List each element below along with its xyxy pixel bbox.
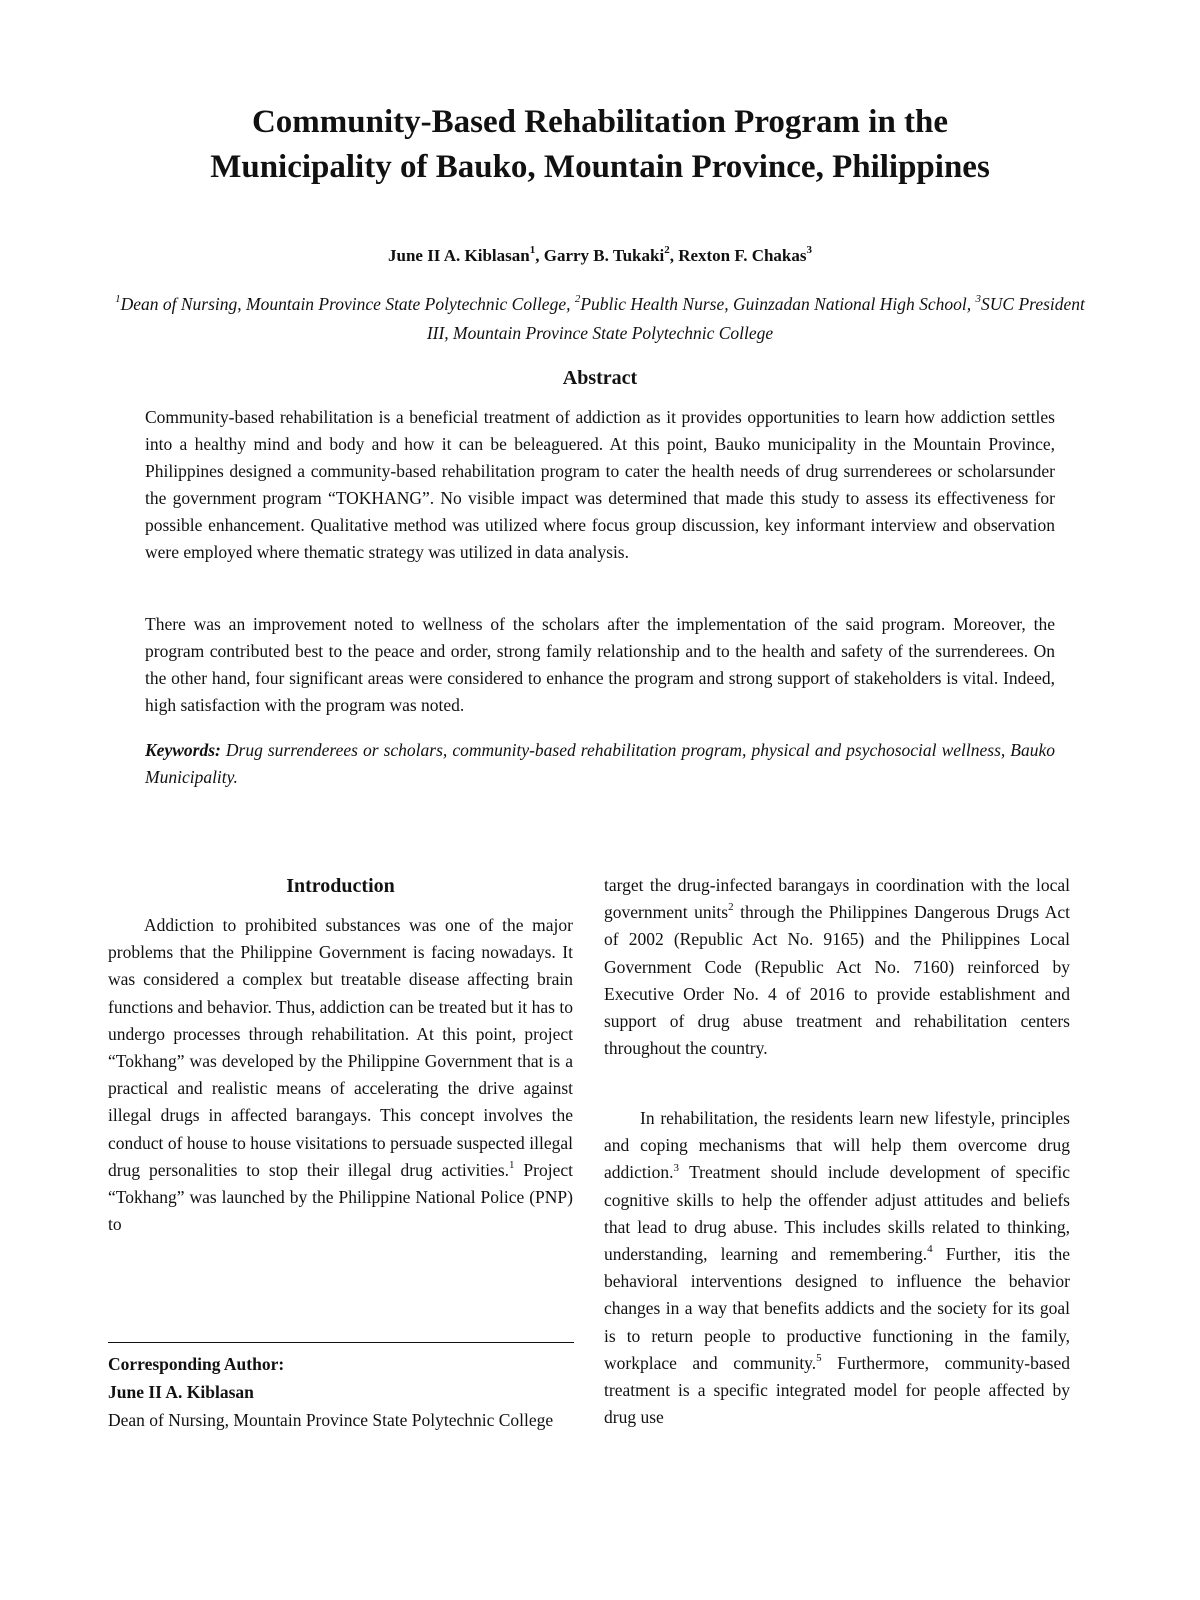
paper-title <box>100 100 1100 190</box>
author-sep-2: , <box>669 246 679 265</box>
intro-p1-text-a: Addiction to prohibited substances was one of the major problems that the Philippine Government is facing nowadays. It was considered a complex but treatable disease affecting brain functions and behavior. Thus, addiction can be treated but it has to undergo processes through rehabilitation. At this point, project “Tokhang” was developed by the Philippine Government that is a practical and realistic means of accelerating the drive against illegal drugs in affected barangays. This concept involves the conduct of house to house visitations to persuade suspected illegal drug personalities to stop their illegal drug activities. <box>108 915 573 1180</box>
author-2: Garry B. Tukaki <box>543 246 665 265</box>
author-list <box>100 245 1100 267</box>
col2-p1-text-b: through the Philippines Dangerous Drugs Act of 2002 (Republic Act No. 9165) and the Philippines Local Government Code (Republic Act No. 7160) reinforced by Executive Order No. 4 of 2016 to provide establishment and support of drug abuse treatment and rehabilitation centers throughout the country. <box>604 902 1070 1059</box>
corresponding-name: June II A. Kiblasan <box>108 1382 254 1402</box>
affil-1: Dean of Nursing, Mountain Province State Polytechnic College, <box>120 294 575 314</box>
affil-sup-2: 2 <box>574 293 581 306</box>
intro-paragraph-1-continued <box>604 872 1070 1062</box>
citation-1: 1 <box>509 1159 515 1171</box>
col2-p1-text-a: target the drug-infected barangays in coordination with the local government units <box>604 875 1070 923</box>
col2-p2-text-a: In rehabilitation, the residents learn new lifestyle, principles and coping mechanisms that will help them overcome drug addiction. <box>604 1108 1070 1183</box>
citation-5: 5 <box>816 1352 822 1364</box>
keywords-text: Drug surrenderees or scholars, community-based rehabilitation program, physical and psychosocial wellness, Bauko Municipality. <box>145 740 1055 787</box>
introduction-heading: Introduction <box>286 875 395 897</box>
keywords-label: Keywords: <box>145 740 221 760</box>
author-2-sup: 2 <box>664 244 670 257</box>
intro-paragraph-2 <box>604 1105 1070 1431</box>
citation-2: 2 <box>728 901 734 914</box>
affil-sup-3: 3 <box>975 293 982 306</box>
author-3: Rexton F. Chakas <box>678 246 807 265</box>
corresponding-author-block <box>108 1350 574 1434</box>
author-1-sup: 1 <box>529 244 536 257</box>
col2-p2-text-d: Furthermore, community-based treatment is a specific integrated model for people affected by drug use <box>604 1352 1070 1428</box>
affil-sup-1: 1 <box>115 293 121 306</box>
author-1: June II A. Kiblasan <box>387 246 530 265</box>
author-3-sup: 3 <box>806 244 813 257</box>
citation-3: 3 <box>673 1161 679 1174</box>
corresponding-position: Dean of Nursing, Mountain Province State Polytechnic College <box>108 1410 554 1430</box>
intro-paragraph-1 <box>108 912 573 1238</box>
abstract-paragraph-2: There was an improvement noted to wellness of the scholars after the implementation of the said program. Moreover, the program contributed best to the peace and order, strong family relationship and to the health and safety of the surrenderees. On the other hand, four significant areas were considered to enhance the program and strong support of stakeholders is vital. Indeed, high satisfaction with the program was noted. <box>145 614 1055 715</box>
affil-2: Public Health Nurse, Guinzadan National High School, <box>580 294 976 314</box>
citation-4: 4 <box>927 1243 933 1256</box>
author-sep-1: , <box>535 246 544 265</box>
col2-p2-text-c: Further, itis the behavioral interventions designed to influence the behavior changes in a way that benefits addicts and the society for its goal is to return people to productive functioning in the family, workplace and community. <box>604 1244 1071 1373</box>
affiliations <box>110 290 1090 348</box>
keywords <box>145 737 1055 791</box>
corresponding-label: Corresponding Author: <box>108 1354 285 1374</box>
intro-p1-text-b: Project “Tokhang” was launched by the Philippine National Police (PNP) to <box>108 1159 573 1235</box>
title-line-1: Community-Based Rehabilitation Program in the <box>251 104 949 140</box>
footnote-divider <box>108 1342 574 1343</box>
col2-p2-text-b: Treatment should include development of specific cognitive skills to help the offender adjust attitudes and beliefs that lead to drug abuse. This includes skills related to thinking, understanding, learning and remembering. <box>604 1162 1070 1265</box>
title-line-2: Municipality of Bauko, Mountain Province, Philippines <box>210 149 990 185</box>
affil-3: SUC President III, Mountain Province State Polytechnic College <box>426 294 1085 343</box>
abstract-paragraph-1: Community-based rehabilitation is a beneficial treatment of addiction as it provides opportunities to learn how addiction settles into a healthy mind and body and how it can be beleaguered. At this point, Bauko municipality in the Mountain Province, Philippines designed a community-based rehabilitation program to cater the health needs of drug surrenderees or scholarsunder the government program “TOKHANG”. No visible impact was determined that made this study to assess its effectiveness for possible enhancement. Qualitative method was utilized where focus group discussion, key informant interview and observation were employed where thematic strategy was utilized in data analysis. <box>145 407 1055 562</box>
abstract-heading: Abstract <box>562 367 638 389</box>
